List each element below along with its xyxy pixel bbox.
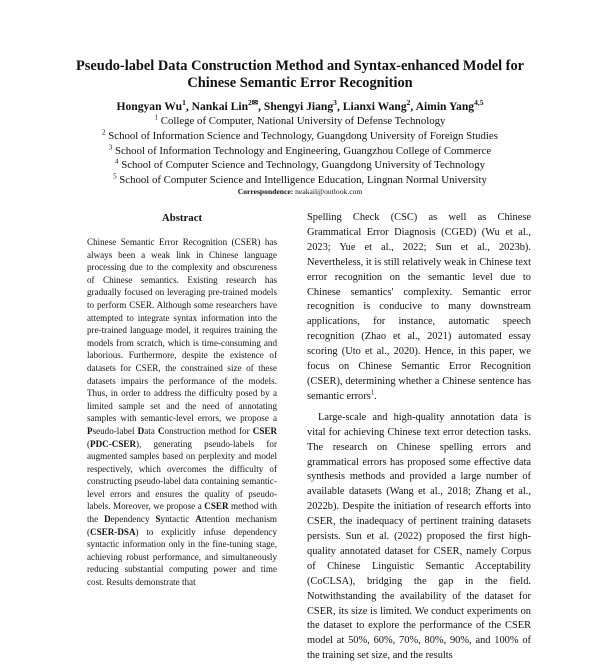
- abstract-text: ) to explicitly infuse dependency syntactic information only in the fine-tuning stage, achieving robust performance, and simultaneously reducing substantial computing power and time cost. Results demonstrate that: [87, 526, 277, 588]
- abstract-text: seudo-label: [92, 425, 138, 436]
- footnote-mark[interactable]: 1: [370, 389, 375, 397]
- emph-letter: P: [87, 425, 93, 436]
- paragraph-text: Large-scale and high-quality annotation data is vital for achieving Chinese text error detection tasks. The research on Chinese spelling errors and grammatical errors has proposed some effective data synthesis methods and provided a large number of available datasets (Wang et al., 2018; Zhang et al., 2022b). Despite the initiation of research efforts into CSER, the inadequacy of pertinent training datasets persists. Sun et al. (2022) proposed the first high-quality annotated dataset for CSER, namely Corpus of Chinese Linguistic Semantic Acceptability (CoCLSA), bridging the gap in the field. Notwithstanding the availability of the dataset for CSER, its size is limited. We conduct experiments on the dataset to explore the performance of the CSER model at 50%, 60%, 70%, 80%, 90%, and 100% of the training set size, and the results: [307, 411, 531, 662]
- author-name: Aimin Yang: [415, 100, 475, 113]
- abstract-text: ttention mechanism (: [87, 514, 277, 537]
- author-name: Hongyan Wu: [116, 100, 183, 113]
- abstract-text: onstruction method for: [164, 425, 253, 436]
- author-name: Shengyi Jiang: [263, 100, 334, 113]
- author-affil-mark: 4,5: [474, 98, 484, 108]
- author-affil-mark: 3: [333, 98, 337, 108]
- emph-letter: C: [157, 425, 165, 436]
- emph-letter: D: [137, 425, 145, 436]
- author-affil-mark: 2: [406, 98, 411, 108]
- abstract-text: yntactic: [160, 514, 196, 525]
- affiliation-line: [0, 158, 600, 173]
- affiliation-number: 3: [108, 143, 113, 151]
- abstract-text: ependency: [110, 514, 156, 525]
- abstract-body: [87, 236, 277, 589]
- affiliation-number: 4: [114, 157, 119, 166]
- author-affil-mark: 1: [182, 98, 186, 108]
- paragraph-text: .: [374, 390, 377, 402]
- affiliation-text: School of Computer Science and Intelligence Education, Lingnan Normal University: [119, 174, 487, 187]
- abstract-text: ), generating pseudo-labels for augmented samples based on perplexity and model respectively, which overcomes the difficulty of constructing pseudo-label data containing semantic-level errors and ensures the quality of pseudo-labels. Moreover, we propose a: [87, 438, 277, 512]
- affiliation-list: [0, 114, 600, 188]
- method-name-dsa: CSER-DSA: [90, 526, 136, 537]
- abstract-text: (: [87, 438, 91, 449]
- author-affil-mark: 2✉: [248, 98, 259, 108]
- abstract-text: method with the: [87, 501, 277, 525]
- affiliation-number: 2: [102, 128, 106, 137]
- title-line-1: Pseudo-label Data Construction Method and Syntax-enhanced Model for: [75, 58, 525, 74]
- paragraph-text: Spelling Check (CSC) as well as Chinese Grammatical Error Diagnosis (CGED) (Wu et al., 2023; Yue et al., 2022; Sun et al., 2023b). Nevertheless, it is still relatively weak in Chinese text error recognition on the semantic level due to Chinese semantics' complexity. Semantic error recognition is conducive to many downstream applications, for instance, automatic speech recognition (Zhao et al., 2021) automated essay scoring (Uto et al., 2020). Hence, in this paper, we focus on Chinese Semantic Error Recognition (CSER), determining whether a Chinese sentence has semantic errors: [307, 212, 531, 402]
- correspondence-label: Correspondence:: [237, 187, 294, 196]
- paper-title: [40, 58, 560, 92]
- affiliation-number: 5: [113, 172, 117, 181]
- correspondence: [0, 187, 600, 197]
- affiliation-text: College of Computer, National University of Defense Technology: [160, 115, 446, 127]
- body-paragraph: [307, 411, 531, 664]
- author-name: Lianxi Wang: [342, 100, 407, 113]
- emph-letter: A: [195, 514, 202, 525]
- affiliation-line: [0, 144, 600, 159]
- title-line-2: Chinese Semantic Error Recognition: [187, 75, 413, 91]
- correspondence-email[interactable]: neakail@outlook.com: [295, 187, 363, 196]
- affiliation-number: 1: [154, 113, 159, 122]
- emph-term: CSER: [204, 501, 229, 512]
- affiliation-line: [0, 129, 600, 144]
- affiliation-line: [0, 114, 600, 129]
- emph-term: CSER: [252, 425, 278, 436]
- abstract-heading: Abstract: [161, 212, 203, 224]
- right-column: [307, 211, 531, 664]
- affiliation-text: School of Information Technology and Engineering, Guangzhou College of Commerce: [114, 144, 492, 157]
- body-paragraph: [307, 211, 531, 405]
- affiliation-text: School of Information Science and Technology, Guangdong University of Foreign Studies: [108, 129, 498, 142]
- affiliation-text: School of Computer Science and Technology, Guangdong University of Technology: [121, 159, 486, 172]
- abstract-text: ata: [144, 425, 158, 436]
- emph-letter: S: [155, 514, 161, 525]
- author-list: Hongyan Wu$^1$, Nankai Lin$^{2✉}$, Shengyi Jiang$^3$, Lianxi Wang$^2$, Aimin Yang$^{4,5}$: [116, 98, 484, 113]
- author-name: Nankai Lin: [191, 100, 249, 113]
- abstract-text: Chinese Semantic Error Recognition (CSER) has always been a weak link in Chinese language processing due to the complexity and obscureness of Chinese semantics. Existing research has gradually focused on leveraging pre-trained models to perform CSER. Although some researchers have attempted to integrate syntax information into the pre-trained language model, it requires training the models from scratch, which is time-consuming and laborious. Furthermore, despite the existence of datasets for CSER, the constrained size of these datasets impairs the performance of the models. Thus, in order to address the difficulty posed by a limited sample set and the need of annotating samples with semantic-level errors, we propose a: [87, 237, 277, 424]
- affiliation-line: [0, 173, 600, 188]
- method-name-pdc: PDC-CSER: [90, 438, 137, 449]
- emph-letter: D: [104, 514, 111, 525]
